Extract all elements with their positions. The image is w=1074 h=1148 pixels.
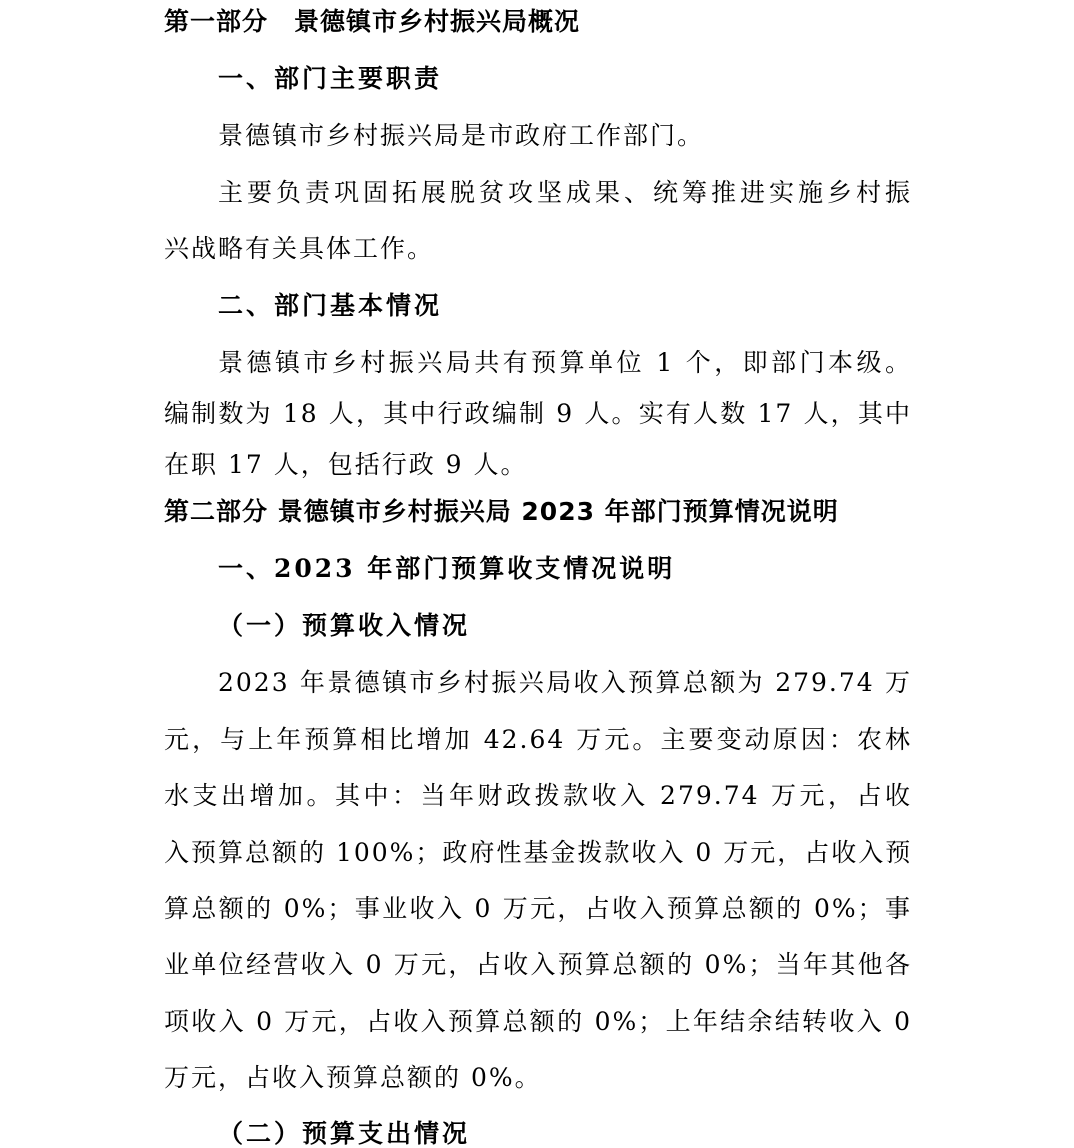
part2-sub2-title: （二）预算支出情况 (218, 1119, 471, 1148)
paragraph-line: 水支出增加。其中：当年财政拨款收入 279.74 万元，占收 (164, 781, 912, 810)
paragraph-line: 兴战略有关具体工作。 (164, 234, 435, 263)
paragraph-line: 入预算总额的 100%；政府性基金拨款收入 0 万元，占收入预 (164, 838, 913, 867)
paragraph-line: 项收入 0 万元，占收入预算总额的 0%；上年结余结转收入 0 (164, 1007, 912, 1036)
paragraph-line: 算总额的 0%；事业收入 0 万元，占收入预算总额的 0%；事 (164, 894, 912, 923)
paragraph-line: 编制数为 18 人，其中行政编制 9 人。实有人数 17 人，其中 (164, 399, 912, 428)
part2-sub1-title: （一）预算收入情况 (218, 611, 471, 640)
paragraph-line: 万元，占收入预算总额的 0%。 (164, 1063, 542, 1092)
part1-title: 第一部分 景德镇市乡村振兴局概况 (164, 7, 581, 36)
paragraph-line: 景德镇市乡村振兴局是市政府工作部门。 (218, 121, 705, 150)
paragraph-line: 业单位经营收入 0 万元，占收入预算总额的 0%；当年其他各 (164, 950, 912, 979)
part2-section1-title: 一、2023 年部门预算收支情况说明 (218, 554, 676, 583)
paragraph-line: 主要负责巩固拓展脱贫攻坚成果、统筹推进实施乡村振 (218, 178, 912, 207)
paragraph-line: 景德镇市乡村振兴局共有预算单位 1 个，即部门本级。 (218, 348, 912, 377)
paragraph-line: 元，与上年预算相比增加 42.64 万元。主要变动原因：农林 (164, 725, 912, 754)
part2-title: 第二部分 景德镇市乡村振兴局 2023 年部门预算情况说明 (164, 497, 839, 526)
paragraph-line: 在职 17 人，包括行政 9 人。 (164, 450, 528, 479)
part1-section1-title: 一、部门主要职责 (218, 64, 443, 93)
part1-section2-title: 二、部门基本情况 (218, 291, 443, 320)
paragraph-line: 2023 年景德镇市乡村振兴局收入预算总额为 279.74 万 (218, 668, 912, 697)
